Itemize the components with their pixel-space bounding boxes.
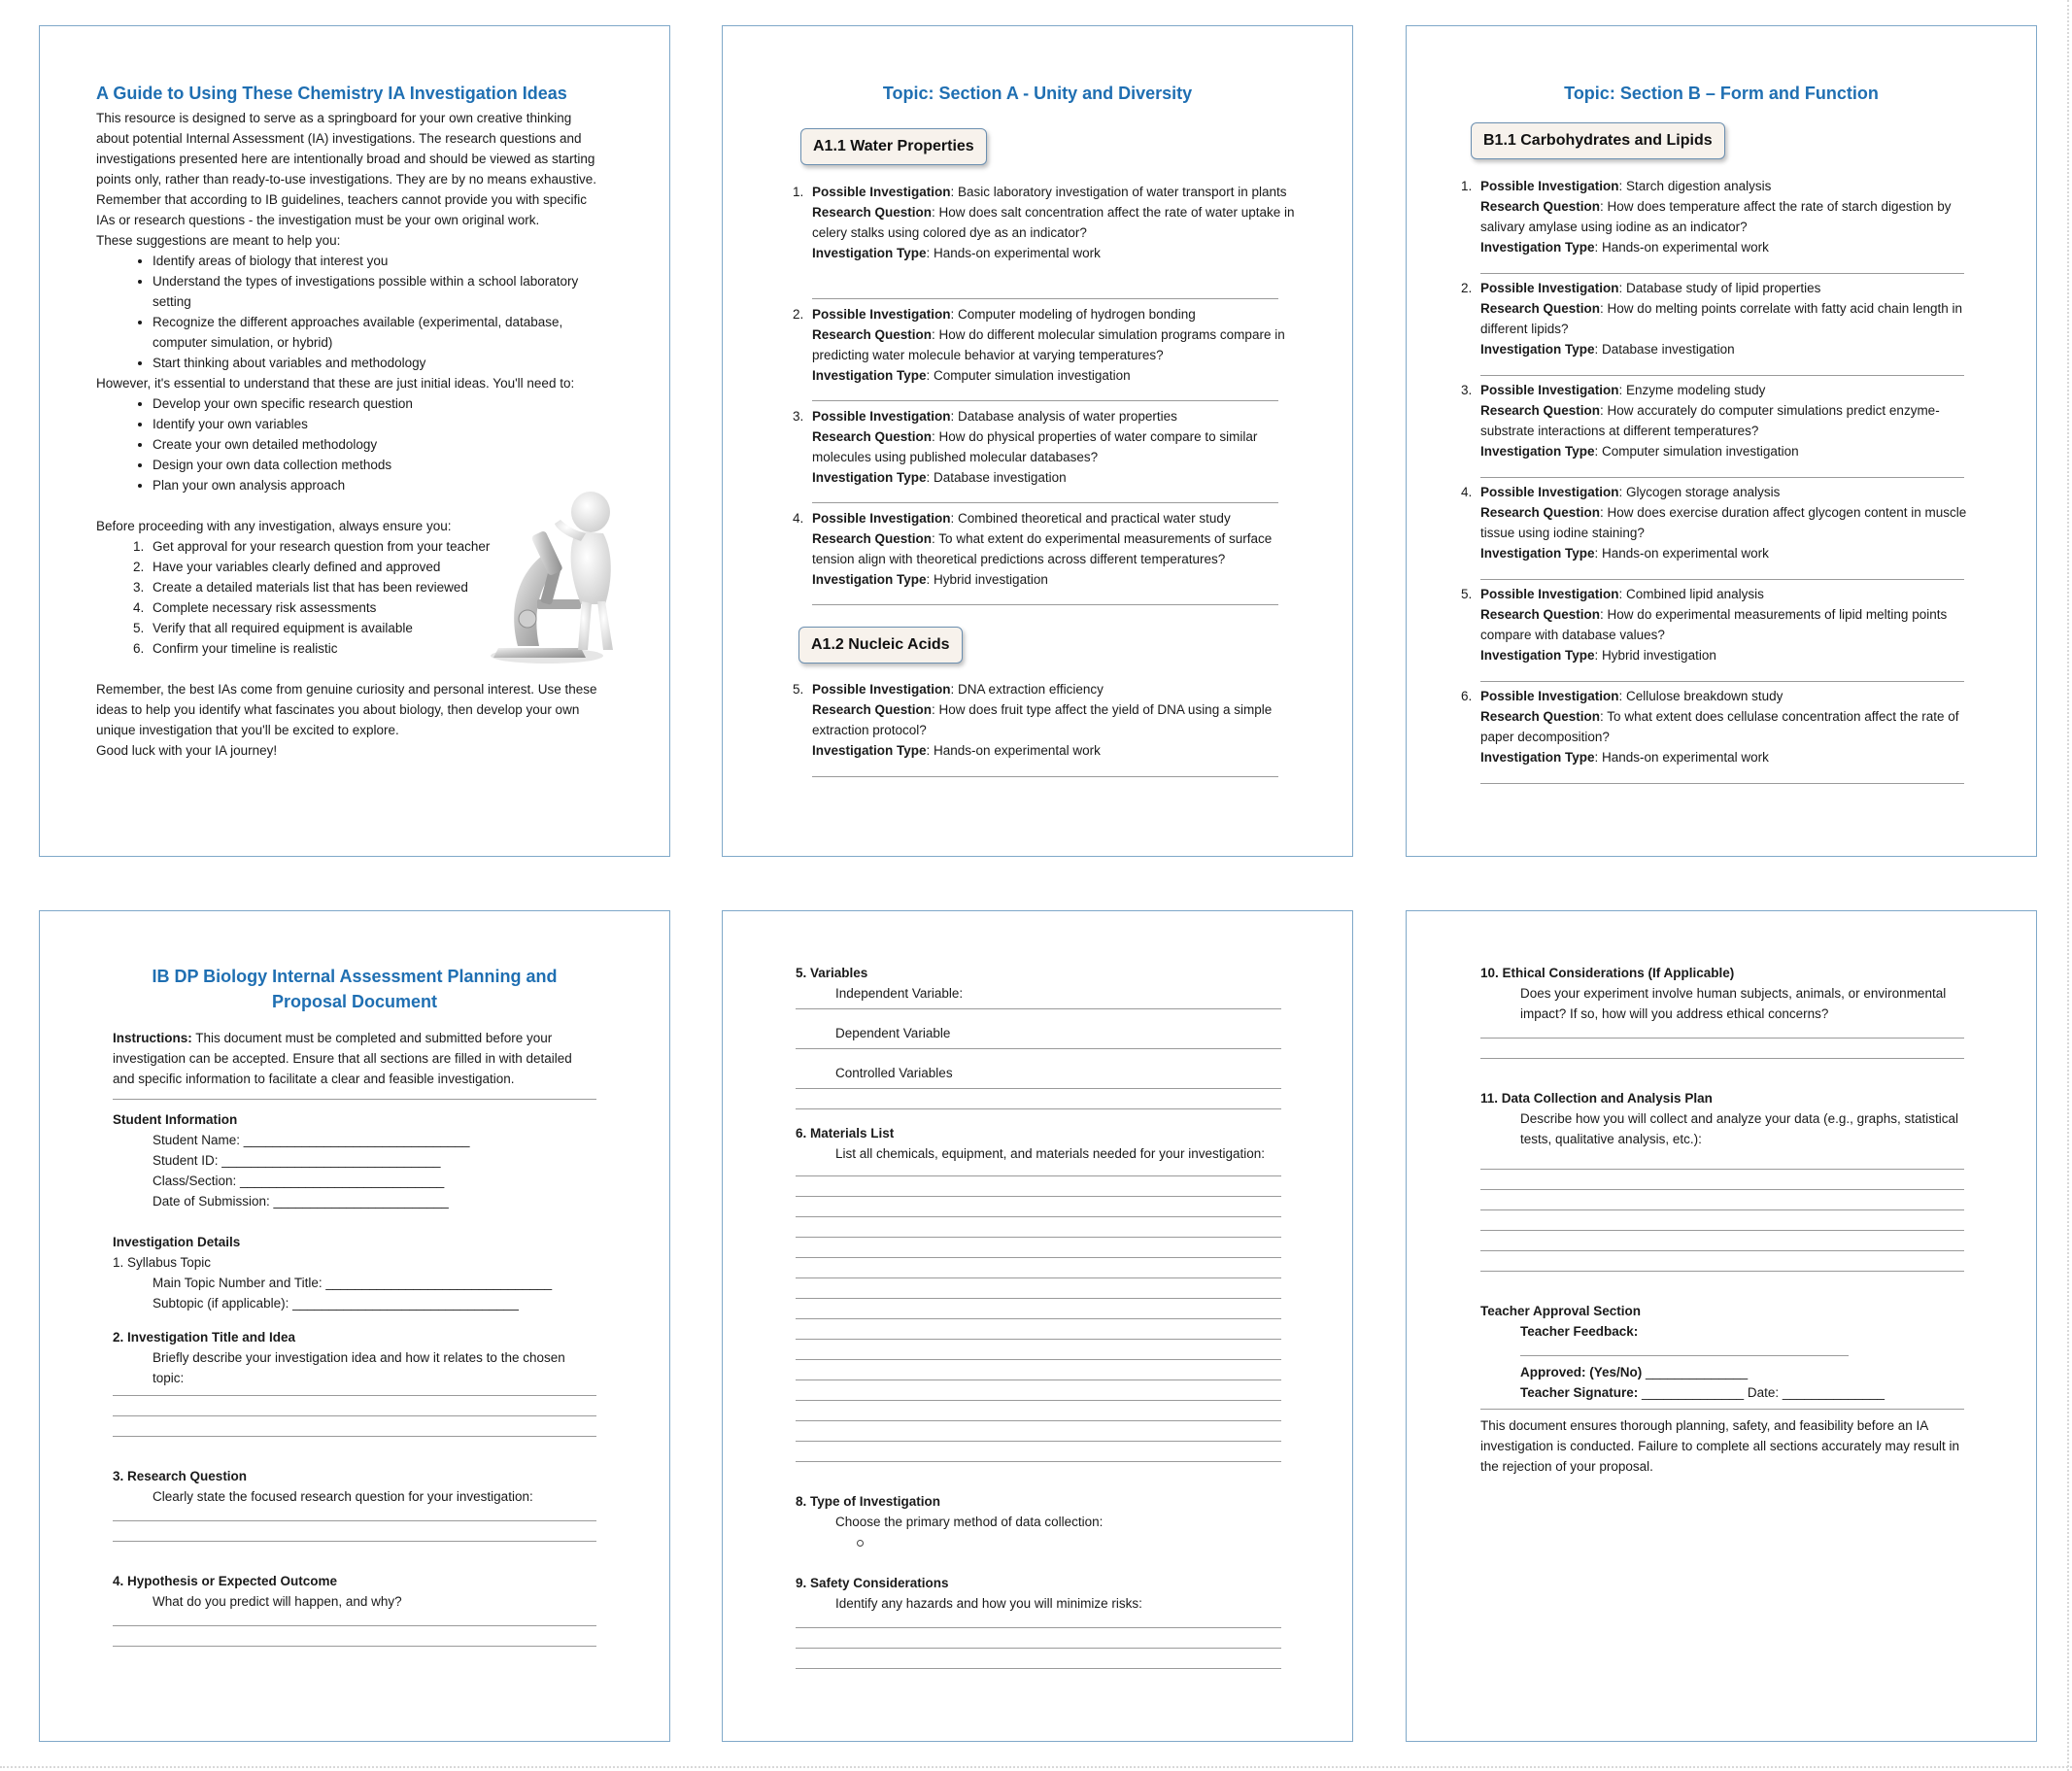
divider <box>113 1099 596 1100</box>
answer-line[interactable] <box>796 1088 1281 1089</box>
divider <box>1480 681 1964 682</box>
answer-line[interactable] <box>796 1420 1281 1421</box>
feedback-line[interactable] <box>1520 1355 1849 1356</box>
answer-line[interactable] <box>796 1237 1281 1238</box>
answer-line[interactable] <box>796 1277 1281 1278</box>
list-item: • Design your own data collection methods <box>153 455 601 475</box>
answer-line[interactable] <box>796 1648 1281 1649</box>
divider <box>812 604 1278 605</box>
independent-variable-label: Independent Variable: <box>835 986 964 1001</box>
student-id-field[interactable]: Student ID: ______________________________ <box>153 1153 441 1168</box>
answer-line[interactable] <box>1480 1169 1964 1170</box>
list-item: 3. Create a detailed materials list that has been reviewed <box>133 580 468 595</box>
divider <box>1480 375 1964 376</box>
page-guide <box>39 25 670 857</box>
microscope-figure-illustration <box>489 483 625 667</box>
answer-line[interactable] <box>1480 1230 1964 1231</box>
page-separator-dots <box>0 1766 2072 1768</box>
investigation-item: 3. Possible Investigation: Database analysis of water properties Research Question: How do physical properties of water compare to similar molecules using published molecular databases? Investigation Type: Database investigation <box>793 409 1258 485</box>
list-item: • Start thinking about variables and methodology <box>153 353 601 373</box>
ensure-list <box>133 536 502 659</box>
investigation-item: 1. Possible Investigation: Basic laboratory investigation of water transport in plants Research Question: How does salt concentration affect the rate of water uptake in celery stalks using colored dye as an indicator? Investigation Type: Hands-on experimental work <box>793 185 1295 260</box>
answer-line[interactable] <box>796 1359 1281 1360</box>
page-section-b <box>1406 25 2037 857</box>
answer-line[interactable] <box>796 1196 1281 1197</box>
divider <box>812 776 1278 777</box>
divider <box>1480 1409 1964 1410</box>
guide-intro: This resource is designed to serve as a springboard for your own creative thinking about potential Internal Assessment (IA) investigations. The research questions and investigations presented here are intentionally broad and should be viewed as starting points only, rather than ready-to-use investigations. They are by no means exhaustive. Remember that according to IB guidelines, teachers cannot provide you with specific IAs or research questions - the investigation must be your own original work. <box>96 111 597 227</box>
section-desc-8: Choose the primary method of data collection: <box>835 1515 1104 1529</box>
instructions: Instructions: This document must be completed and submitted before your investigation can be accepted. Ensure that all sections are filled in with detailed and specific information to facilitate a clear and feasible investigation. <box>113 1031 572 1086</box>
answer-line[interactable] <box>113 1520 596 1521</box>
list-item: 6. Confirm your timeline is realistic <box>133 641 338 656</box>
page-proposal-form-1 <box>39 910 670 1742</box>
answer-line[interactable] <box>796 1441 1281 1442</box>
guide-title: A Guide to Using These Chemistry IA Investigation Ideas <box>96 84 567 103</box>
date-submission-field[interactable]: Date of Submission: ________________________ <box>153 1194 449 1209</box>
answer-line[interactable] <box>796 1216 1281 1217</box>
investigation-item: 5. Possible Investigation: DNA extraction efficiency Research Question: How does fruit type affect the yield of DNA using a simple extraction protocol? Investigation Type: Hands-on experimental work <box>793 682 1273 758</box>
section-desc-11: Describe how you will collect and analyze your data (e.g., graphs, statistical tests, qualitative analysis, etc.): <box>1520 1111 1958 1146</box>
section-heading-6: 6. Materials List <box>796 1126 895 1141</box>
section-heading-4: 4. Hypothesis or Expected Outcome <box>113 1574 338 1588</box>
answer-line[interactable] <box>796 1400 1281 1401</box>
need-list <box>153 393 601 495</box>
topic-title: Topic: Section A - Unity and Diversity <box>882 84 1193 103</box>
page-proposal-form-2 <box>722 910 1353 1742</box>
section-tab-carbohydrates-lipids: B1.1 Carbohydrates and Lipids <box>1471 122 1725 159</box>
answer-line[interactable] <box>796 1257 1281 1258</box>
answer-line[interactable] <box>1480 1250 1964 1251</box>
divider <box>812 298 1278 299</box>
answer-line[interactable] <box>796 1008 1281 1009</box>
section-tab-nucleic-acids: A1.2 Nucleic Acids <box>798 627 963 664</box>
investigation-item: 4. Possible Investigation: Glycogen storage analysis Research Question: How does exercise duration affect glycogen content in muscle tissue using iodine staining? Investigation Type: Hands-on experimental work <box>1461 485 1967 561</box>
divider <box>1480 579 1964 580</box>
divider <box>1480 477 1964 478</box>
help-intro: These suggestions are meant to help you: <box>96 233 341 248</box>
good-luck-text: Good luck with your IA journey! <box>96 743 278 758</box>
list-item: • Understand the types of investigations possible within a school laboratory setting <box>153 271 601 312</box>
circle-bullet-icon <box>857 1540 864 1547</box>
answer-line[interactable] <box>796 1298 1281 1299</box>
page-proposal-form-3 <box>1406 910 2037 1742</box>
investigation-item: 2. Possible Investigation: Computer modeling of hydrogen bonding Research Question: How do different molecular simulation programs compare in predicting water molecule behavior at varying temperatures? Investigation Type: Computer simulation investigation <box>793 307 1285 383</box>
answer-line[interactable] <box>1480 1189 1964 1190</box>
form-closing: This document ensures thorough planning, safety, and feasibility before an IA investigation is conducted. Failure to complete all sections accurately may result in the rejection of your proposal. <box>1480 1418 1959 1474</box>
answer-line[interactable] <box>113 1415 596 1416</box>
list-item: • Create your own detailed methodology <box>153 434 601 455</box>
section-desc-9: Identify any hazards and how you will minimize risks: <box>835 1596 1142 1611</box>
section-heading-9: 9. Safety Considerations <box>796 1576 949 1590</box>
subtopic-field[interactable]: Subtopic (if applicable): _______________________________ <box>153 1296 519 1311</box>
form-title: IB DP Biology Internal Assessment Planning and Proposal Document <box>152 967 558 1011</box>
ensure-intro: Before proceeding with any investigation, always ensure you: <box>96 519 452 533</box>
section-desc-2: Briefly describe your investigation idea and how it relates to the chosen topic: <box>153 1350 565 1385</box>
class-section-field[interactable]: Class/Section: ____________________________ <box>153 1174 445 1188</box>
list-item: • Identify areas of biology that interest you <box>153 251 601 271</box>
list-item: • Identify your own variables <box>153 414 601 434</box>
section-desc-3: Clearly state the focused research question for your investigation: <box>153 1489 533 1504</box>
student-info-heading: Student Information <box>113 1112 238 1127</box>
list-item: • Recognize the different approaches available (experimental, database, computer simulation, or hybrid) <box>153 312 601 353</box>
syllabus-topic-label: 1. Syllabus Topic <box>113 1255 212 1270</box>
answer-line[interactable] <box>796 1318 1281 1319</box>
investigation-item: 3. Possible Investigation: Enzyme modeling study Research Question: How accurately do computer simulations predict enzyme-substrate interactions at different temperatures? Investigation Type: Computer simulation investigation <box>1461 383 1940 459</box>
answer-line[interactable] <box>1480 1038 1964 1039</box>
divider <box>1480 273 1964 274</box>
list-item: 1. Get approval for your research question from your teacher <box>133 539 491 554</box>
answer-line[interactable] <box>796 1668 1281 1669</box>
divider <box>812 502 1278 503</box>
answer-line[interactable] <box>796 1175 1281 1176</box>
investigation-type-option[interactable] <box>796 1532 1281 1552</box>
list-item: 2. Have your variables clearly defined and approved <box>133 560 441 574</box>
teacher-feedback-label: Teacher Feedback: <box>1520 1324 1639 1339</box>
answer-line[interactable] <box>796 1627 1281 1628</box>
list-item: 5. Verify that all required equipment is available <box>133 621 413 635</box>
help-list <box>153 251 601 373</box>
approved-field[interactable]: Approved: (Yes/No) ______________ <box>1520 1365 1749 1379</box>
section-desc-4: What do you predict will happen, and why? <box>153 1594 402 1609</box>
guide-closing: Remember, the best IAs come from genuine curiosity and personal interest. Use these ideas to help you identify what fascinates you about biology, then develop your own unique investigation that you'll be excited to explore. <box>96 682 597 737</box>
section-heading-10: 10. Ethical Considerations (If Applicable) <box>1480 966 1735 980</box>
section-heading-11: 11. Data Collection and Analysis Plan <box>1480 1091 1713 1106</box>
form-content <box>1480 963 1964 1477</box>
section-heading-5: 5. Variables <box>796 966 868 980</box>
divider <box>812 400 1278 401</box>
section-heading-2: 2. Investigation Title and Idea <box>113 1330 296 1345</box>
investigation-details-heading: Investigation Details <box>113 1235 241 1249</box>
main-topic-field[interactable]: Main Topic Number and Title: _______________________________ <box>153 1276 553 1290</box>
page-section-a <box>722 25 1353 857</box>
answer-line[interactable] <box>113 1395 596 1396</box>
list-item: • Develop your own specific research question <box>153 393 601 414</box>
divider <box>1480 783 1964 784</box>
investigation-item: 1. Possible Investigation: Starch digestion analysis Research Question: How does temperature affect the rate of starch digestion by salivary amylase using iodine as an indicator? Investigation Type: Hands-on experimental work <box>1461 179 1952 255</box>
investigation-item: 5. Possible Investigation: Combined lipid analysis Research Question: How do experimental measurements of lipid melting points compare with database values? Investigation Type: Hybrid investigation <box>1461 587 1948 663</box>
section-tab-water-properties: A1.1 Water Properties <box>800 128 987 165</box>
analysis-lines <box>1480 1169 1964 1272</box>
topic-title: Topic: Section B – Form and Function <box>1564 84 1879 103</box>
answer-line[interactable] <box>796 1339 1281 1340</box>
form-content <box>113 964 596 1647</box>
answer-line[interactable] <box>796 1048 1281 1049</box>
list-item: 4. Complete necessary risk assessments <box>133 600 377 615</box>
dependent-variable-label: Dependent Variable <box>835 1026 951 1040</box>
form-content <box>796 963 1281 1669</box>
answer-line[interactable] <box>113 1646 596 1647</box>
investigation-item: 2. Possible Investigation: Database study of lipid properties Research Question: How do melting points correlate with fatty acid chain length in different lipids? Investigation Type: Database investigation <box>1461 281 1962 357</box>
student-name-field[interactable]: Student Name: _______________________________ <box>153 1133 470 1147</box>
need-intro: However, it's essential to understand that these are just initial ideas. You'll need to: <box>96 376 575 391</box>
page-separator-dots <box>2067 0 2069 1771</box>
teacher-approval-heading: Teacher Approval Section <box>1480 1304 1642 1318</box>
section-heading-3: 3. Research Question <box>113 1469 248 1483</box>
answer-line[interactable] <box>796 1108 1281 1109</box>
answer-line[interactable] <box>1480 1209 1964 1210</box>
materials-lines <box>796 1175 1281 1462</box>
investigation-item: 6. Possible Investigation: Cellulose breakdown study Research Question: To what extent does cellulase concentration affect the rate of paper decomposition? Investigation Type: Hands-on experimental work <box>1461 689 1959 765</box>
section-heading-8: 8. Type of Investigation <box>796 1494 941 1509</box>
section-desc-6: List all chemicals, equipment, and materials needed for your investigation: <box>835 1146 1265 1161</box>
investigation-item: 4. Possible Investigation: Combined theoretical and practical water study Research Question: To what extent do experimental measurements of surface tension align with theoretical predictions across different temperatures? Investigation Type: Hybrid investigation <box>793 511 1273 587</box>
signature-field[interactable]: Teacher Signature: ______________ Date: ______________ <box>1520 1385 1885 1400</box>
section-desc-10: Does your experiment involve human subjects, animals, or environmental impact? If so, how will you address ethical concerns? <box>1520 986 1947 1021</box>
answer-line[interactable] <box>796 1379 1281 1380</box>
controlled-variables-label: Controlled Variables <box>835 1066 953 1080</box>
answer-line[interactable] <box>113 1625 596 1626</box>
list-item: • Plan your own analysis approach <box>153 475 601 495</box>
